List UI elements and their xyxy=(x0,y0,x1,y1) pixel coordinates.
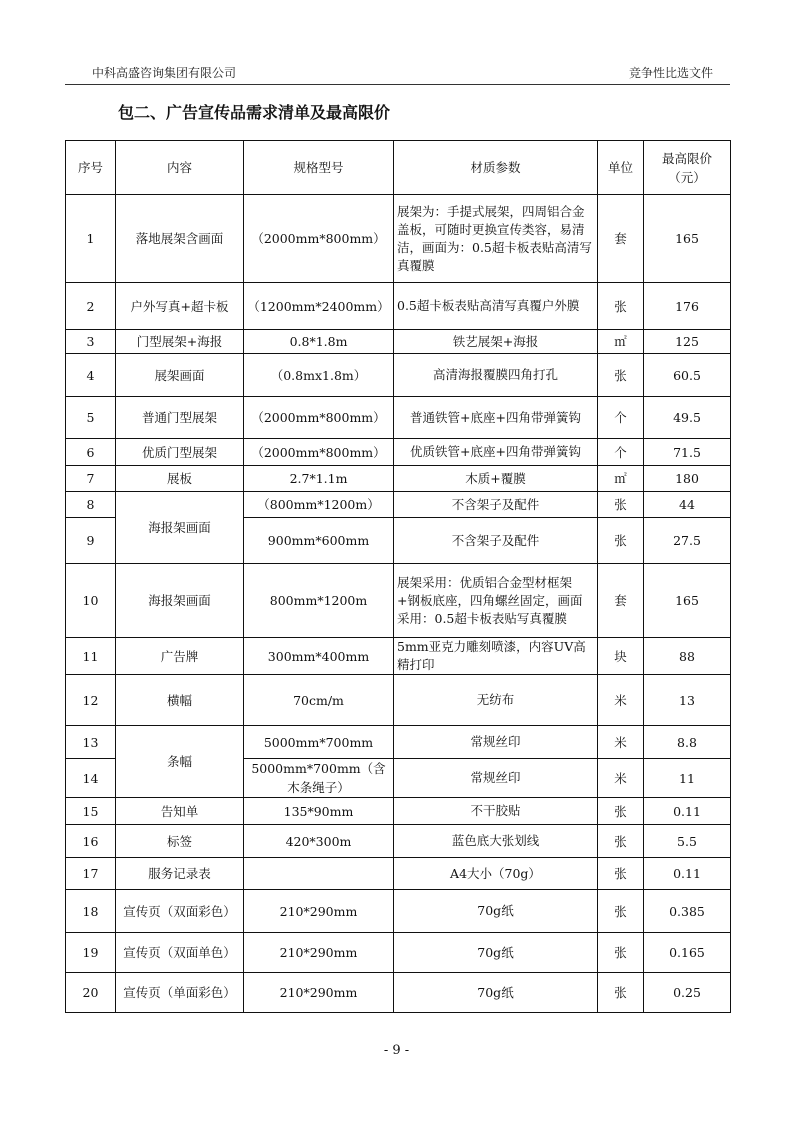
cell-item: 告知单 xyxy=(116,798,244,825)
cell-material: 普通铁管+底座+四角带弹簧钩 xyxy=(394,397,598,439)
table-row xyxy=(66,354,731,397)
cell-price: 11 xyxy=(644,759,731,798)
cell-price: 0.11 xyxy=(644,798,731,825)
cell-unit: 个 xyxy=(598,439,644,466)
cell-material: 优质铁管+底座+四角带弹簧钩 xyxy=(394,439,598,466)
cell-spec xyxy=(244,858,394,890)
cell-no: 9 xyxy=(66,518,116,564)
table-header-row xyxy=(66,141,731,195)
cell-spec: 5000mm*700mm（含木条绳子） xyxy=(244,759,394,798)
cell-material: 70g纸 xyxy=(394,973,598,1013)
cell-unit: 张 xyxy=(598,858,644,890)
cell-unit: 张 xyxy=(598,354,644,397)
table-row xyxy=(66,933,731,973)
table-row xyxy=(66,397,731,439)
cell-unit: 张 xyxy=(598,933,644,973)
cell-unit: 张 xyxy=(598,825,644,858)
cell-no: 1 xyxy=(66,195,116,283)
cell-unit: 张 xyxy=(598,518,644,564)
cell-no: 13 xyxy=(66,726,116,759)
cell-item: 宣传页（双面彩色） xyxy=(116,890,244,933)
cell-price: 88 xyxy=(644,638,731,675)
cell-no: 4 xyxy=(66,354,116,397)
cell-no: 17 xyxy=(66,858,116,890)
table-row xyxy=(66,466,731,492)
cell-price: 125 xyxy=(644,330,731,354)
cell-price: 0.165 xyxy=(644,933,731,973)
cell-spec: 135*90mm xyxy=(244,798,394,825)
cell-unit: 米 xyxy=(598,759,644,798)
cell-no: 19 xyxy=(66,933,116,973)
cell-item: 海报架画面 xyxy=(116,564,244,638)
cell-item: 展架画面 xyxy=(116,354,244,397)
cell-unit: 张 xyxy=(598,973,644,1013)
cell-material: 70g纸 xyxy=(394,890,598,933)
cell-item: 广告牌 xyxy=(116,638,244,675)
cell-item: 横幅 xyxy=(116,675,244,726)
cell-spec: 210*290mm xyxy=(244,890,394,933)
cell-item: 优质门型展架 xyxy=(116,439,244,466)
cell-no: 8 xyxy=(66,492,116,518)
cell-item: 落地展架含画面 xyxy=(116,195,244,283)
cell-unit: 个 xyxy=(598,397,644,439)
cell-unit: 张 xyxy=(598,890,644,933)
cell-material: 不干胶贴 xyxy=(394,798,598,825)
cell-spec: 300mm*400mm xyxy=(244,638,394,675)
col-header-unit: 单位 xyxy=(598,141,644,195)
cell-unit: 块 xyxy=(598,638,644,675)
cell-spec: 900mm*600mm xyxy=(244,518,394,564)
cell-item: 服务记录表 xyxy=(116,858,244,890)
cell-no: 7 xyxy=(66,466,116,492)
cell-spec: 800mm*1200m xyxy=(244,564,394,638)
cell-material: 不含架子及配件 xyxy=(394,518,598,564)
cell-item: 宣传页（双面单色） xyxy=(116,933,244,973)
cell-spec: （2000mm*800mm） xyxy=(244,439,394,466)
cell-price: 165 xyxy=(644,195,731,283)
cell-price: 0.11 xyxy=(644,858,731,890)
cell-price: 5.5 xyxy=(644,825,731,858)
page-title: 包二、广告宣传品需求清单及最高限价 xyxy=(118,103,391,122)
col-header-item: 内容 xyxy=(116,141,244,195)
cell-spec: 210*290mm xyxy=(244,933,394,973)
cell-spec: （2000mm*800mm） xyxy=(244,397,394,439)
cell-price: 44 xyxy=(644,492,731,518)
cell-item: 宣传页（单面彩色） xyxy=(116,973,244,1013)
cell-item: 条幅 xyxy=(116,726,244,798)
cell-no: 12 xyxy=(66,675,116,726)
cell-item: 海报架画面 xyxy=(116,492,244,564)
cell-item: 标签 xyxy=(116,825,244,858)
cell-item: 门型展架+海报 xyxy=(116,330,244,354)
price-list-table xyxy=(65,140,731,1013)
cell-price: 0.25 xyxy=(644,973,731,1013)
cell-spec: 2.7*1.1m xyxy=(244,466,394,492)
col-header-no: 序号 xyxy=(66,141,116,195)
cell-unit: 张 xyxy=(598,798,644,825)
table-row xyxy=(66,798,731,825)
col-header-spec: 规格型号 xyxy=(244,141,394,195)
cell-material: 高清海报覆膜四角打孔 xyxy=(394,354,598,397)
cell-price: 71.5 xyxy=(644,439,731,466)
cell-no: 14 xyxy=(66,759,116,798)
cell-spec: 420*300m xyxy=(244,825,394,858)
table-row xyxy=(66,890,731,933)
cell-unit: ㎡ xyxy=(598,330,644,354)
cell-material: 展架为：手提式展架，四周铝合金盖板，可随时更换宣传类容，易清洁，画面为：0.5超卡板表贴高清写真覆膜 xyxy=(394,195,598,283)
cell-no: 3 xyxy=(66,330,116,354)
cell-material: 无纺布 xyxy=(394,675,598,726)
header-company: 中科高盛咨询集团有限公司 xyxy=(92,66,237,80)
table-row xyxy=(66,973,731,1013)
cell-material: 不含架子及配件 xyxy=(394,492,598,518)
cell-material: A4大小（70g） xyxy=(394,858,598,890)
table-row xyxy=(66,492,731,518)
cell-spec: （1200mm*2400mm） xyxy=(244,283,394,330)
table-row xyxy=(66,825,731,858)
cell-unit: ㎡ xyxy=(598,466,644,492)
cell-no: 10 xyxy=(66,564,116,638)
cell-spec: （2000mm*800mm） xyxy=(244,195,394,283)
cell-material: 铁艺展架+海报 xyxy=(394,330,598,354)
table-row xyxy=(66,195,731,283)
cell-spec: 5000mm*700mm xyxy=(244,726,394,759)
cell-price: 176 xyxy=(644,283,731,330)
table-row xyxy=(66,858,731,890)
cell-no: 16 xyxy=(66,825,116,858)
cell-no: 18 xyxy=(66,890,116,933)
table-row xyxy=(66,726,731,759)
cell-unit: 米 xyxy=(598,675,644,726)
col-header-price: 最高限价（元） xyxy=(644,141,731,195)
cell-price: 180 xyxy=(644,466,731,492)
cell-spec: （800mm*1200m） xyxy=(244,492,394,518)
cell-material: 5mm亚克力雕刻喷漆，内容UV高精打印 xyxy=(394,638,598,675)
cell-price: 13 xyxy=(644,675,731,726)
cell-price: 0.385 xyxy=(644,890,731,933)
table-row xyxy=(66,675,731,726)
col-header-material: 材质参数 xyxy=(394,141,598,195)
cell-unit: 张 xyxy=(598,492,644,518)
cell-item: 普通门型展架 xyxy=(116,397,244,439)
cell-spec: （0.8mx1.8m） xyxy=(244,354,394,397)
table-row xyxy=(66,439,731,466)
cell-spec: 210*290mm xyxy=(244,973,394,1013)
cell-no: 11 xyxy=(66,638,116,675)
cell-item: 户外写真+超卡板 xyxy=(116,283,244,330)
cell-no: 15 xyxy=(66,798,116,825)
cell-material: 展架采用：优质铝合金型材框架+钢板底座，四角螺丝固定，画面采用：0.5超卡板表贴写真覆膜 xyxy=(394,564,598,638)
cell-unit: 张 xyxy=(598,283,644,330)
table-row xyxy=(66,330,731,354)
cell-material: 木质+覆膜 xyxy=(394,466,598,492)
cell-price: 49.5 xyxy=(644,397,731,439)
cell-material: 0.5超卡板表贴高清写真覆户外膜 xyxy=(394,283,598,330)
cell-unit: 套 xyxy=(598,195,644,283)
table-row xyxy=(66,283,731,330)
cell-material: 常规丝印 xyxy=(394,726,598,759)
header-divider xyxy=(65,84,730,85)
cell-price: 8.8 xyxy=(644,726,731,759)
table-row xyxy=(66,638,731,675)
cell-price: 27.5 xyxy=(644,518,731,564)
cell-no: 2 xyxy=(66,283,116,330)
cell-material: 蓝色底大张划线 xyxy=(394,825,598,858)
cell-material: 常规丝印 xyxy=(394,759,598,798)
page-number: - 9 - xyxy=(383,1043,410,1058)
cell-spec: 0.8*1.8m xyxy=(244,330,394,354)
cell-price: 60.5 xyxy=(644,354,731,397)
cell-price: 165 xyxy=(644,564,731,638)
cell-unit: 套 xyxy=(598,564,644,638)
cell-unit: 米 xyxy=(598,726,644,759)
cell-material: 70g纸 xyxy=(394,933,598,973)
cell-no: 6 xyxy=(66,439,116,466)
header-doc-type: 竞争性比选文件 xyxy=(628,66,713,80)
cell-no: 5 xyxy=(66,397,116,439)
cell-item: 展板 xyxy=(116,466,244,492)
table-row xyxy=(66,564,731,638)
cell-no: 20 xyxy=(66,973,116,1013)
cell-spec: 70cm/m xyxy=(244,675,394,726)
